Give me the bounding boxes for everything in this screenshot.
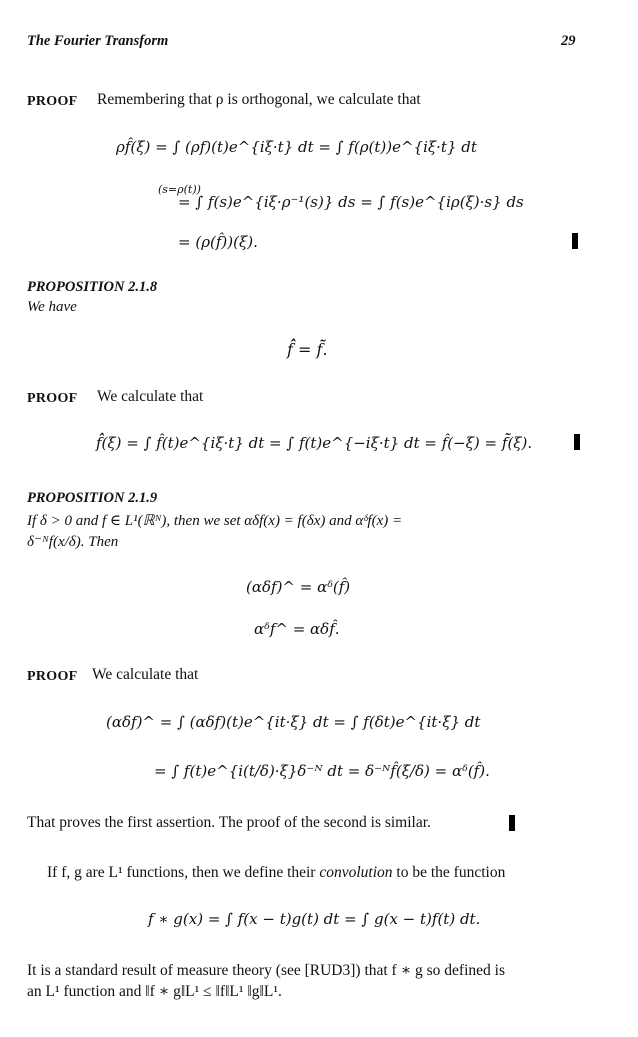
proposition-formula: αᵟf^ = αδf̂. bbox=[254, 620, 340, 638]
proposition-formula: f̂̂ = f̃̃. bbox=[287, 340, 328, 359]
proposition-title: PROPOSITION 2.1.8 bbox=[27, 279, 158, 295]
proposition-statement: We have bbox=[27, 299, 77, 315]
convolution-intro: If f, g are L¹ functions, then we define their bbox=[47, 864, 320, 881]
equation-line: ρf̂(ξ) = ∫ (ρf)(t)e^{iξ·t} dt = ∫ f(ρ(t))e^{iξ·t} dt bbox=[116, 138, 477, 156]
closing-text: an L¹ function and ‖f ∗ g‖L¹ ≤ ‖f‖L¹ ‖g‖L¹. bbox=[27, 983, 282, 1000]
proof-label: PROOF bbox=[27, 391, 78, 406]
equation-line: (αδf)^ = ∫ (αδf)(t)e^{it·ξ} dt = ∫ f(δt)e^{it·ξ} dt bbox=[106, 713, 481, 731]
proof-label: PROOF bbox=[27, 94, 78, 109]
closing-text: It is a standard result of measure theory (see [RUD3]) that f ∗ g so defined is bbox=[27, 962, 505, 979]
equation-line: = ∫ f(t)e^{i(t/δ)·ξ}δ⁻ᴺ dt = δ⁻ᴺf̂(ξ/δ) = αᵟ(f̂). bbox=[154, 762, 490, 780]
running-header-title: The Fourier Transform bbox=[27, 33, 169, 49]
equation-line: f̂̂(ξ) = ∫ f̂(t)e^{iξ·t} dt = ∫ f(t)e^{−iξ·t} dt = f̂(−ξ) = f̃̃(ξ). bbox=[96, 434, 533, 452]
page-number: 29 bbox=[561, 33, 576, 49]
proof-conclusion: That proves the first assertion. The proof of the second is similar. bbox=[27, 814, 431, 831]
convolution-intro-end: to be the function bbox=[392, 864, 506, 881]
proposition-statement: δ⁻ᴺf(x/δ). Then bbox=[27, 534, 119, 550]
equation-substitution: (s=ρ(t)) bbox=[158, 183, 201, 196]
qed-mark bbox=[574, 434, 580, 450]
equation-line: = ∫ f(s)e^{iξ·ρ⁻¹(s)} ds = ∫ f(s)e^{iρ(ξ)·s} ds bbox=[178, 193, 524, 211]
convolution-term: convolution bbox=[319, 864, 393, 881]
proposition-title: PROPOSITION 2.1.9 bbox=[27, 490, 158, 506]
proof-intro: We calculate that bbox=[97, 388, 204, 405]
proposition-statement: If δ > 0 and f ∈ L¹(ℝᴺ), then we set αδf(x) = f(δx) and αᵟf(x) = bbox=[27, 513, 403, 529]
convolution-formula: f ∗ g(x) = ∫ f(x − t)g(t) dt = ∫ g(x − t)f(t) dt. bbox=[148, 910, 481, 928]
proof-intro: We calculate that bbox=[92, 666, 199, 683]
proof-intro: Remembering that ρ is orthogonal, we calculate that bbox=[97, 91, 421, 108]
convolution-definition bbox=[47, 864, 505, 882]
proposition-formula: (αδf)^ = αᵟ(f̂) bbox=[246, 578, 351, 596]
qed-mark bbox=[572, 233, 578, 249]
proof-label: PROOF bbox=[27, 669, 78, 684]
equation-line: = (ρ(f̂))(ξ). bbox=[178, 233, 258, 251]
qed-mark bbox=[509, 815, 515, 831]
